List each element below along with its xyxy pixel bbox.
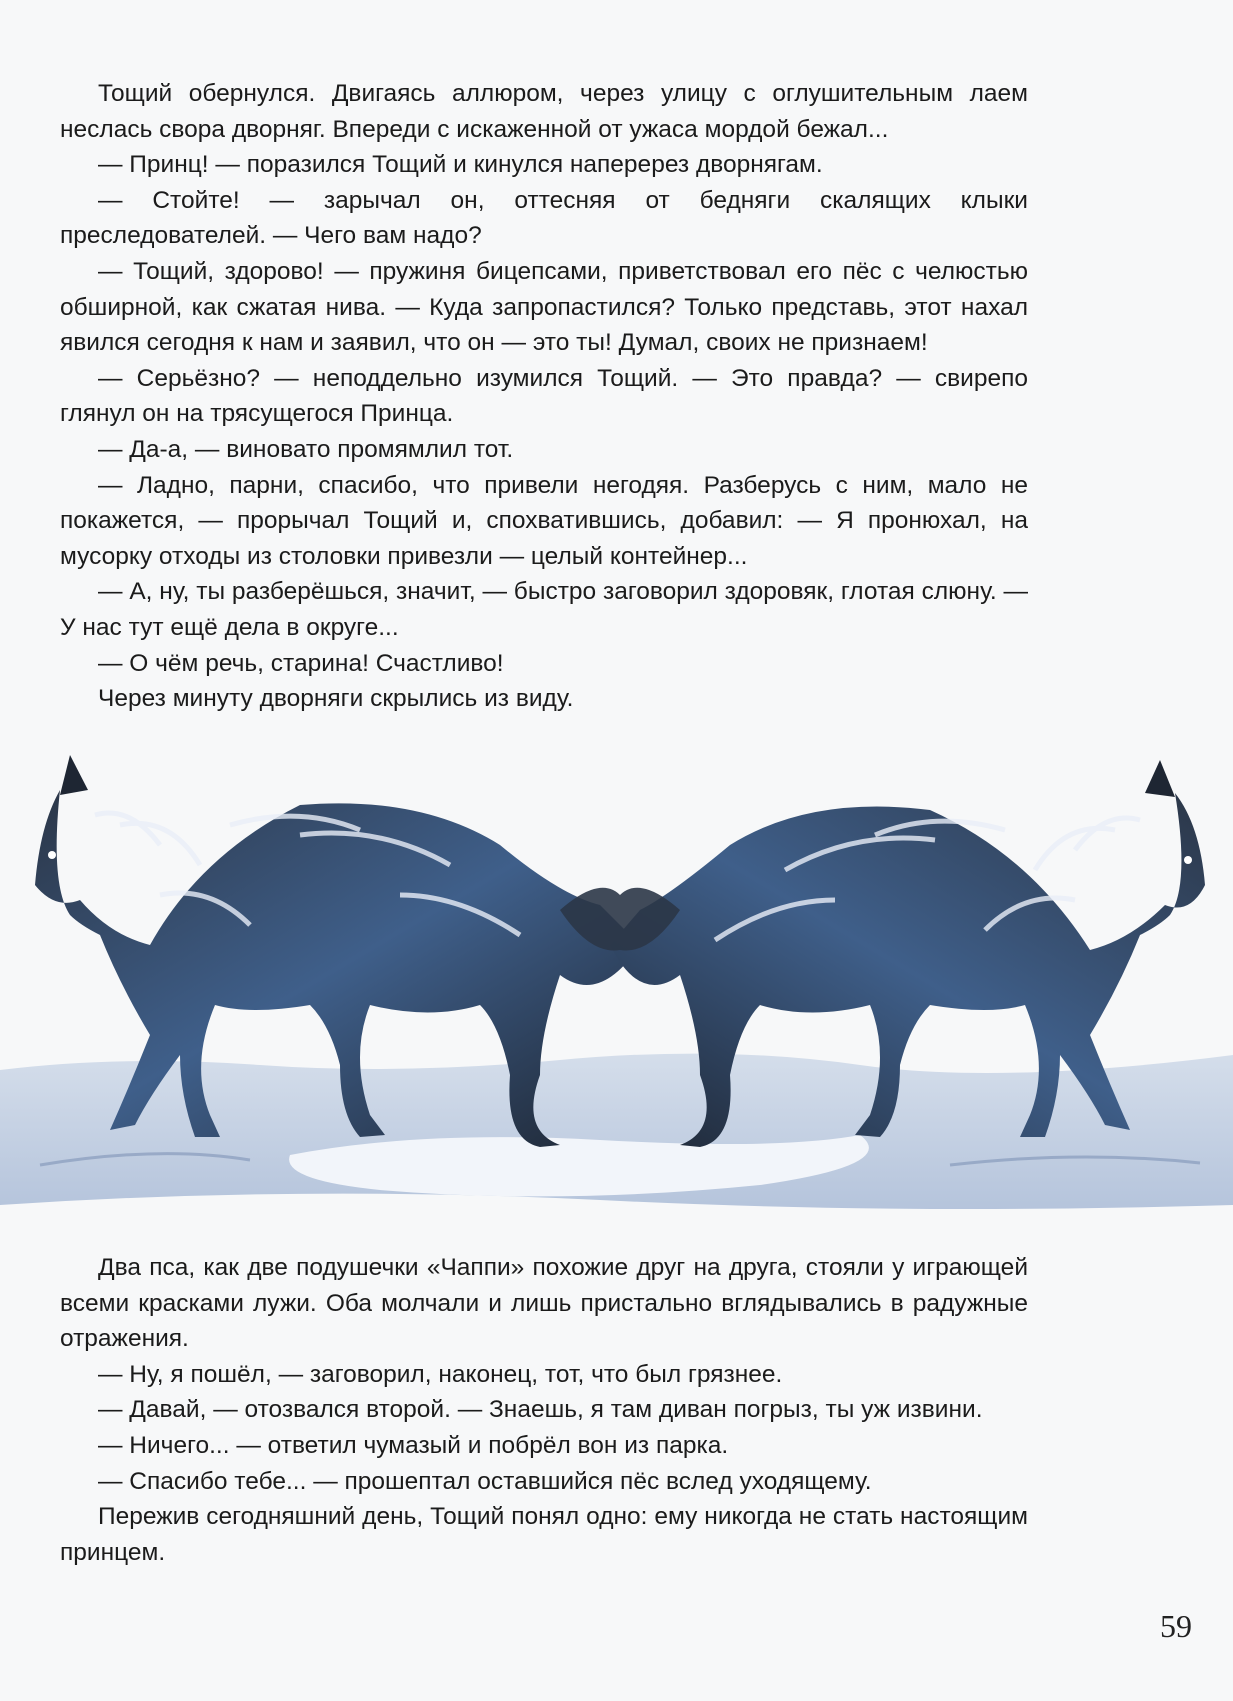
paragraph: — Тощий, здорово! — пружиня бицепсами, приветствовал его пёс с челюстью обширной, как сжатая нива. — Куда запропастился? Только представь, этот нахал явился сегодня к нам и заявил, что он — это ты! Думал, своих не признаем! — [60, 257, 1028, 357]
text-bottom — [60, 1250, 1028, 1570]
two-dogs-illustration — [0, 735, 1233, 1215]
page-number: 59 — [1160, 1608, 1192, 1644]
paragraph: Пережив сегодняшний день, Тощий понял одно: ему никогда не стать настоящим принцем. — [60, 1503, 1028, 1566]
paragraph: — А, ну, ты разберёшься, значит, — быстро заговорил здоровяк, глотая слюну. — У нас тут ещё дела в округе... — [60, 578, 1028, 641]
paragraph: — Ничего... — ответил чумазый и побрёл вон из парка. — [98, 1431, 729, 1459]
paragraph: — Ну, я пошёл, — заговорил, наконец, тот, что был грязнее. — [98, 1360, 783, 1388]
paragraph: — О чём речь, старина! Счастливо! — [98, 649, 504, 677]
paragraph: — Спасибо тебе... — прошептал оставшийся пёс вслед уходящему. — [98, 1467, 872, 1495]
paragraph: Тощий обернулся. Двигаясь аллюром, через улицу с оглушительным лаем неслась свора дворняг. Впереди с искаженной от ужаса мордой бежал... — [60, 80, 1028, 143]
paragraph: — Ладно, парни, спасибо, что привели негодяя. Разберусь с ним, мало не покажется, — прорычал Тощий и, спохватившись, добавил: — Я пронюхал, на мусорку отходы из столовки привезли — целый контейнер... — [60, 471, 1028, 570]
paragraph: Через минуту дворняги скрылись из виду. — [98, 685, 574, 713]
text-top — [60, 76, 1028, 717]
paragraph: — Принц! — поразился Тощий и кинулся наперерез дворнягам. — [98, 151, 823, 179]
paragraph: — Да-а, — виновато промямлил тот. — [98, 435, 514, 463]
paragraph: — Стойте! — зарычал он, оттесняя от бедняги скалящих клыки преследователей. — Чего вам надо? — [60, 186, 1028, 250]
paragraph: — Серьёзно? — неподдельно изумился Тощий. — Это правда? — свирепо глянул он на трясущегося Принца. — [60, 364, 1028, 428]
paragraph: — Давай, — отозвался второй. — Знаешь, я там диван погрыз, ты уж извини. — [98, 1396, 983, 1424]
paragraph: Два пса, как две подушечки «Чаппи» похожие друг на друга, стояли у играющей всеми красками лужи. Оба молчали и лишь пристально вглядывались в радужные отражения. — [60, 1254, 1028, 1353]
